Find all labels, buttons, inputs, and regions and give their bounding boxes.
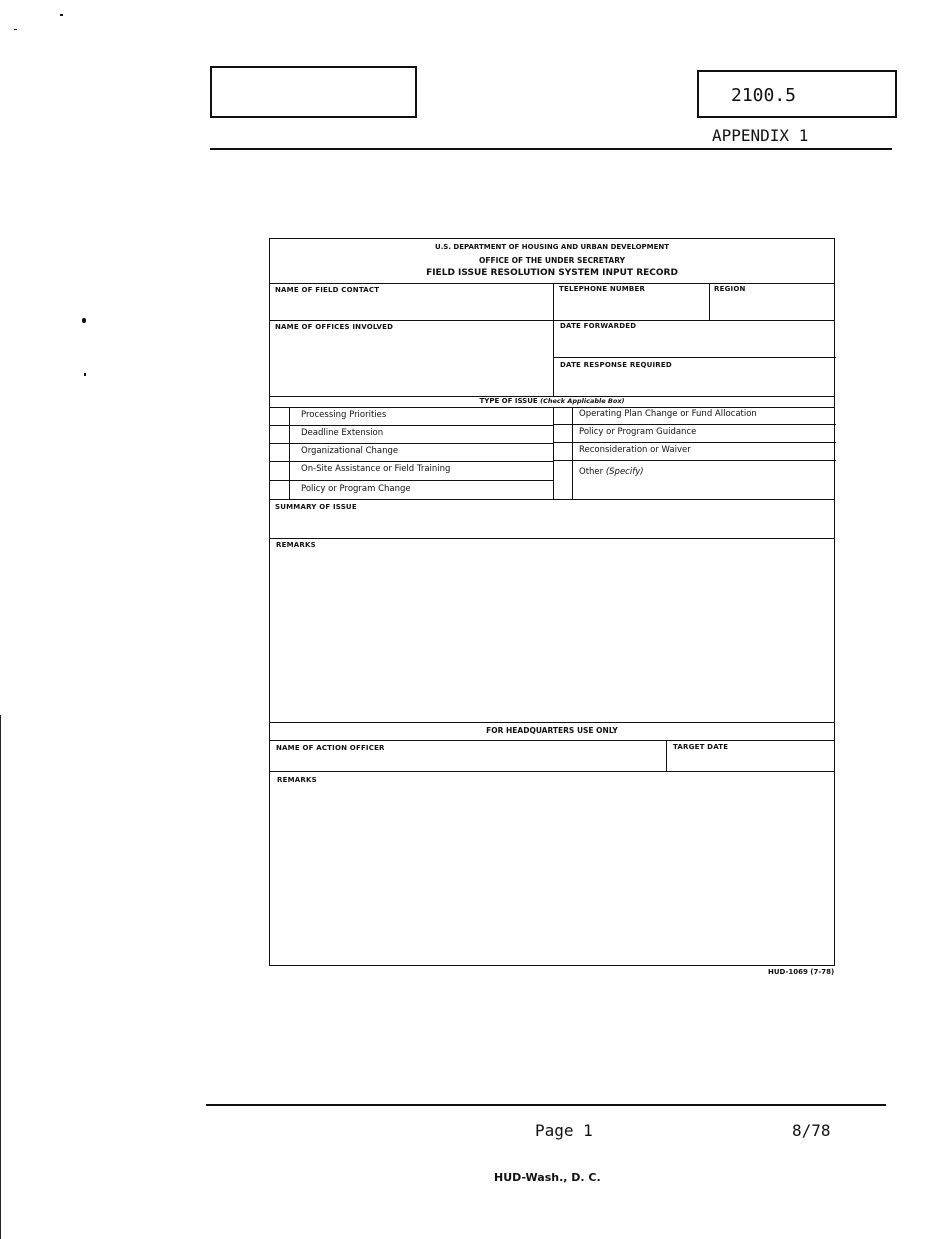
- type-of-issue-heading: [270, 397, 834, 405]
- scan-speck: [84, 373, 86, 376]
- header-rule: [210, 148, 892, 150]
- scan-margin-line: [0, 715, 1, 1239]
- reconsideration-checkbox[interactable]: [554, 443, 572, 460]
- appendix-label: APPENDIX 1: [712, 126, 809, 145]
- scan-speck: [82, 318, 86, 323]
- form-title: FIELD ISSUE RESOLUTION SYSTEM INPUT RECORD: [426, 268, 678, 278]
- option-reconsideration: Reconsideration or Waiver: [579, 445, 691, 455]
- policy-program-change-checkbox[interactable]: [270, 481, 289, 499]
- scan-speck: [60, 14, 63, 16]
- type-of-issue-label: TYPE OF ISSUE: [479, 397, 538, 405]
- processing-priorities-checkbox[interactable]: [270, 408, 289, 425]
- date-response-label: DATE RESPONSE REQUIRED: [560, 361, 672, 369]
- operating-plan-checkbox[interactable]: [554, 408, 572, 424]
- option-other-note: (Specify): [605, 467, 644, 477]
- divider: [666, 740, 667, 771]
- divider: [270, 425, 553, 426]
- divider: [553, 357, 836, 358]
- divider: [553, 424, 836, 425]
- option-other: [579, 467, 644, 477]
- offices-involved-label: NAME OF OFFICES INVOLVED: [275, 323, 394, 331]
- target-date-label: TARGET DATE: [673, 743, 729, 751]
- deadline-extension-checkbox[interactable]: [270, 426, 289, 443]
- option-policy-program-change: Policy or Program Change: [301, 484, 411, 494]
- document-number-box: [697, 70, 897, 118]
- divider: [270, 320, 834, 321]
- hq-remarks-label: REMARKS: [277, 776, 317, 784]
- action-officer-label: NAME OF ACTION OFFICER: [276, 744, 385, 752]
- other-checkbox[interactable]: [554, 461, 572, 499]
- region-label: REGION: [714, 285, 746, 293]
- telephone-label: TELEPHONE NUMBER: [559, 285, 646, 293]
- divider: [270, 480, 553, 481]
- footer-rule: [206, 1104, 886, 1106]
- divider: [270, 771, 834, 772]
- blank-header-box: [210, 66, 417, 118]
- option-operating-plan: Operating Plan Change or Fund Allocation: [579, 409, 757, 419]
- option-deadline-extension: Deadline Extension: [301, 428, 384, 438]
- option-policy-guidance: Policy or Program Guidance: [579, 427, 697, 437]
- divider: [270, 283, 834, 284]
- divider: [270, 443, 553, 444]
- divider: [270, 407, 834, 408]
- divider: [289, 407, 290, 499]
- divider: [270, 740, 834, 741]
- divider: [270, 538, 834, 539]
- on-site-assistance-checkbox[interactable]: [270, 462, 289, 480]
- divider: [270, 722, 834, 723]
- printer-credit: HUD-Wash., D. C.: [494, 1171, 601, 1184]
- date-forwarded-label: DATE FORWARDED: [560, 322, 637, 330]
- divider: [572, 407, 573, 499]
- divider: [553, 283, 554, 396]
- divider: [270, 499, 834, 500]
- divider: [270, 461, 553, 462]
- option-organizational-change: Organizational Change: [301, 446, 399, 456]
- option-other-label: Other: [579, 467, 604, 477]
- divider: [709, 283, 710, 320]
- document-number: 2100.5: [731, 85, 797, 106]
- form-agency: U.S. DEPARTMENT OF HOUSING AND URBAN DEVELOPMENT: [434, 243, 670, 251]
- type-of-issue-note: (Check Applicable Box): [540, 397, 625, 405]
- field-issue-form: [269, 238, 835, 966]
- policy-guidance-checkbox[interactable]: [554, 425, 572, 442]
- scan-speck: [14, 29, 17, 30]
- page-date: 8/78: [792, 1121, 831, 1140]
- organizational-change-checkbox[interactable]: [270, 444, 289, 461]
- summary-label: SUMMARY OF ISSUE: [275, 503, 357, 511]
- divider: [553, 460, 836, 461]
- divider: [553, 442, 836, 443]
- remarks-label: REMARKS: [276, 541, 316, 549]
- form-id: HUD-1069 (7-78): [768, 968, 835, 976]
- form-office: OFFICE OF THE UNDER SECRETARY: [478, 256, 626, 265]
- hq-heading: FOR HEADQUARTERS USE ONLY: [486, 726, 618, 735]
- option-processing-priorities: Processing Priorities: [301, 410, 387, 420]
- option-on-site-assistance: On-Site Assistance or Field Training: [301, 464, 451, 474]
- field-contact-label: NAME OF FIELD CONTACT: [275, 286, 380, 294]
- page-number: Page 1: [535, 1121, 593, 1140]
